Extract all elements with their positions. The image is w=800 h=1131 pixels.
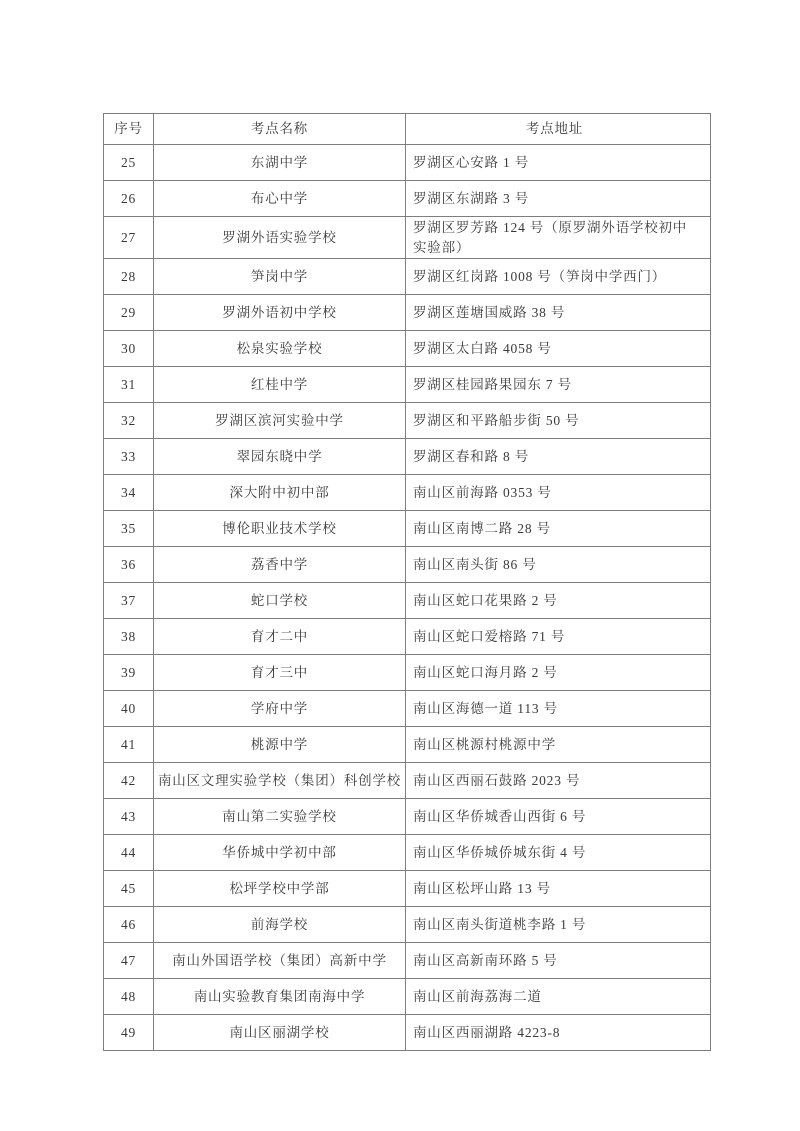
cell-name: 华侨城中学初中部 [154, 835, 406, 871]
column-header-number: 序号 [104, 114, 154, 145]
cell-num: 37 [104, 583, 154, 619]
cell-address: 南山区蛇口海月路 2 号 [406, 655, 711, 691]
table-row [104, 475, 711, 511]
table-row [104, 619, 711, 655]
cell-num: 44 [104, 835, 154, 871]
cell-num: 47 [104, 943, 154, 979]
cell-name: 罗湖外语实验学校 [154, 217, 406, 259]
column-header-site-address: 考点地址 [406, 114, 711, 145]
table-row [104, 763, 711, 799]
table-body [104, 145, 711, 1051]
cell-num: 41 [104, 727, 154, 763]
cell-name: 南山第二实验学校 [154, 799, 406, 835]
cell-address: 罗湖区桂园路果园东 7 号 [406, 367, 711, 403]
table-row [104, 1015, 711, 1051]
column-header-site-name: 考点名称 [154, 114, 406, 145]
table-header [104, 114, 711, 145]
cell-num: 27 [104, 217, 154, 259]
cell-num: 40 [104, 691, 154, 727]
table-row [104, 145, 711, 181]
cell-address: 罗湖区太白路 4058 号 [406, 331, 711, 367]
table-row [104, 943, 711, 979]
cell-name: 东湖中学 [154, 145, 406, 181]
table-row [104, 217, 711, 259]
header-row [104, 114, 711, 145]
cell-num: 34 [104, 475, 154, 511]
cell-num: 28 [104, 259, 154, 295]
cell-num: 33 [104, 439, 154, 475]
cell-address: 罗湖区心安路 1 号 [406, 145, 711, 181]
cell-address: 罗湖区春和路 8 号 [406, 439, 711, 475]
cell-address: 南山区蛇口爱榕路 71 号 [406, 619, 711, 655]
table-row [104, 181, 711, 217]
cell-address: 罗湖区红岗路 1008 号（笋岗中学西门） [406, 259, 711, 295]
cell-num: 31 [104, 367, 154, 403]
table-row [104, 691, 711, 727]
table-row [104, 259, 711, 295]
cell-name: 深大附中初中部 [154, 475, 406, 511]
cell-num: 45 [104, 871, 154, 907]
cell-num: 48 [104, 979, 154, 1015]
cell-name: 翠园东晓中学 [154, 439, 406, 475]
cell-name: 桃源中学 [154, 727, 406, 763]
cell-num: 43 [104, 799, 154, 835]
cell-num: 46 [104, 907, 154, 943]
cell-address: 南山区南头街 86 号 [406, 547, 711, 583]
cell-address: 罗湖区东湖路 3 号 [406, 181, 711, 217]
cell-address: 罗湖区莲塘国威路 38 号 [406, 295, 711, 331]
cell-address: 南山区桃源村桃源中学 [406, 727, 711, 763]
cell-name: 蛇口学校 [154, 583, 406, 619]
cell-name: 罗湖外语初中学校 [154, 295, 406, 331]
cell-name: 育才三中 [154, 655, 406, 691]
cell-name: 松泉实验学校 [154, 331, 406, 367]
table-row [104, 799, 711, 835]
cell-num: 49 [104, 1015, 154, 1051]
cell-address: 南山区前海路 0353 号 [406, 475, 711, 511]
cell-num: 35 [104, 511, 154, 547]
cell-name: 前海学校 [154, 907, 406, 943]
cell-name: 学府中学 [154, 691, 406, 727]
table-row [104, 367, 711, 403]
table-row [104, 547, 711, 583]
cell-name: 南山区文理实验学校（集团）科创学校 [154, 763, 406, 799]
cell-address: 南山区华侨城香山西街 6 号 [406, 799, 711, 835]
cell-address: 南山区南博二路 28 号 [406, 511, 711, 547]
cell-name: 松坪学校中学部 [154, 871, 406, 907]
table-row [104, 295, 711, 331]
cell-num: 39 [104, 655, 154, 691]
table-row [104, 871, 711, 907]
table-row [104, 727, 711, 763]
cell-address: 罗湖区和平路船步街 50 号 [406, 403, 711, 439]
table-row [104, 403, 711, 439]
table-row [104, 583, 711, 619]
cell-name: 笋岗中学 [154, 259, 406, 295]
cell-num: 38 [104, 619, 154, 655]
cell-address: 罗湖区罗芳路 124 号（原罗湖外语学校初中实验部） [406, 217, 711, 259]
cell-num: 42 [104, 763, 154, 799]
cell-name: 南山实验教育集团南海中学 [154, 979, 406, 1015]
cell-address: 南山区西丽湖路 4223-8 [406, 1015, 711, 1051]
cell-name: 红桂中学 [154, 367, 406, 403]
cell-num: 32 [104, 403, 154, 439]
cell-name: 育才二中 [154, 619, 406, 655]
table-row [104, 439, 711, 475]
cell-address: 南山区高新南环路 5 号 [406, 943, 711, 979]
exam-sites-table [103, 113, 711, 1051]
cell-name: 荔香中学 [154, 547, 406, 583]
cell-address: 南山区前海荔海二道 [406, 979, 711, 1015]
cell-num: 25 [104, 145, 154, 181]
table-row [104, 979, 711, 1015]
cell-num: 26 [104, 181, 154, 217]
cell-name: 罗湖区滨河实验中学 [154, 403, 406, 439]
table-row [104, 331, 711, 367]
cell-address: 南山区海德一道 113 号 [406, 691, 711, 727]
cell-address: 南山区蛇口花果路 2 号 [406, 583, 711, 619]
table-row [104, 655, 711, 691]
cell-name: 南山区丽湖学校 [154, 1015, 406, 1051]
cell-name: 博伦职业技术学校 [154, 511, 406, 547]
cell-num: 30 [104, 331, 154, 367]
cell-name: 布心中学 [154, 181, 406, 217]
table-row [104, 835, 711, 871]
table-row [104, 511, 711, 547]
table-row [104, 907, 711, 943]
cell-address: 南山区西丽石鼓路 2023 号 [406, 763, 711, 799]
cell-name: 南山外国语学校（集团）高新中学 [154, 943, 406, 979]
cell-address: 南山区华侨城侨城东街 4 号 [406, 835, 711, 871]
cell-num: 29 [104, 295, 154, 331]
cell-num: 36 [104, 547, 154, 583]
cell-address: 南山区松坪山路 13 号 [406, 871, 711, 907]
cell-address: 南山区南头街道桃李路 1 号 [406, 907, 711, 943]
